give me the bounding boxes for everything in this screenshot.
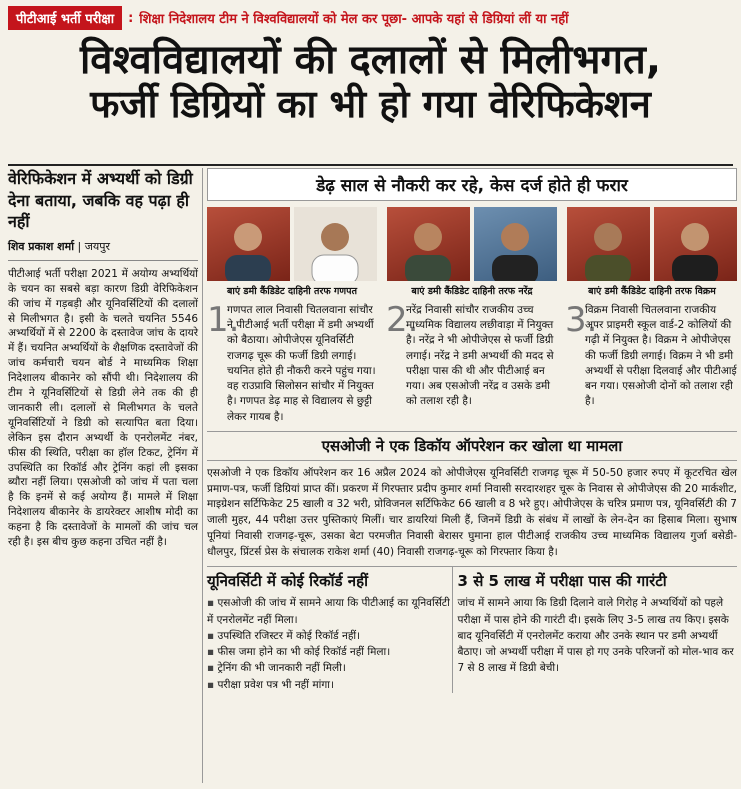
photo-ganpat — [294, 207, 377, 281]
photo-dummy-3 — [567, 207, 650, 281]
dateline-place: | जयपुर — [77, 239, 111, 253]
photo-group-2 — [387, 207, 557, 297]
photo-caption-1: बाएं डमी कैंडिडेट दाहिनी तरफ गणपत — [226, 286, 357, 297]
list-item: ▪ एसओजी की जांच में सामने आया कि पीटीआई का यूनिवर्सिटी में एनरोलमेंट नहीं मिला। — [207, 595, 452, 628]
decoy-body: एसओजी ने एक डिकॉय ऑपरेशन कर 16 अप्रैल 2024 को ओपीजेएस यूनिवर्सिटी राजगढ़ चूरू में 50-50 हजार रुपए में कूटरचित खेल प्रमाण-पत्र, फर्जी डिग्रियां प्राप्त कीं। प्रकरण में गिरफ्तार प्रदीप कुमार शर्मा निवासी सरदारशहर चूरू के निवास से ओपीजेएस की 20 मार्कशीट, माइग्रेशन सर्टिफिकेट 25 खाली व 32 भरी, प्रोविजनल सर्टिफिकेट 66 खाली व 8 भरे हुए। ओपीजेएस के चरित्र प्रमाण पत्र, यूनिवर्सिटी की 7 जाली मुहर, 44 परीक्षा उत्तर पुस्तिकाएं मिलीं। चार डायरियां मिली हैं, जिनमें डिग्री के संबंध में लाखों के लेन-देन का हिसाब मिला। सुभाष पूनियां निवासी राजगढ़-चूरू, उसका बेटा परमजीत निवासी बेरासर घुमाना हाल पीटीआई राजकीय उच्च माध्यमिक विद्यालय गुर्जा बसेडी-धौलपुर, प्रिंटर्स प्रेस के संचालक राकेश शर्मा (40) निवासी राजगढ़-चूरू को गिरफ्तार किया है। — [207, 466, 737, 558]
story-text: नरेंद्र निवासी सांचौर राजकीय उच्च माध्यमिक विद्यालय लछीवाड़ा में नियुक्त है। नरेंद्र ने भी ओपीजेएस से फर्जी डिग्री लगाई। नरेंद्र ने डमी अभ्यर्थी की मदद से परीक्षा पास की थी और पीटीआई बन गया। अब एसओजी नरेंद्र व उसके डमी को तलाश रही है। — [406, 304, 554, 408]
headline-divider — [8, 164, 733, 166]
story-2 — [386, 300, 558, 425]
guarantee-body: जांच में सामने आया कि डिग्री दिलाने वाले गिरोह ने अभ्यर्थियों को पहले परीक्षा में पास होने की गारंटी दी। इसके लिए 3-5 लाख तय किए। इसके बाद यूनिवर्सिटी में एनरोलमेंट कराया और उनके स्थान पर डमी अभ्यर्थी बैठाए। जो अभ्यर्थी परीक्षा में पास हो गए उनके परिजनों को मोल-भाव कर 7 से 8 लाख में डिग्री बेची। — [457, 597, 734, 675]
person-icon — [654, 207, 737, 281]
no-record-title: यूनिवर्सिटी में कोई रिकॉर्ड नहीं — [207, 572, 368, 591]
story-text: विक्रम निवासी चितलवाना राजकीय अपर प्राइमरी स्कूल वार्ड-2 कोलियों की गढ़ी में नियुक्त है। विक्रम ने ओपीजेएस की फर्जी डिग्री लगाई। विक्रम ने भी डमी अभ्यर्थी से परीक्षा दिलवाई और पीटीआई बन गया। एसओजी दोनों को तलाश रही है। — [585, 304, 737, 408]
top-line: शिक्षा निदेशालय टीम ने विश्वविद्यालयों को मेल कर पूछा- आपके यहां से डिग्रियां लीं या नहीं — [139, 12, 569, 27]
person-icon — [387, 207, 470, 281]
list-item: ▪ ट्रेनिंग की भी जानकारी नहीं मिली। — [207, 660, 452, 676]
column-rule — [202, 168, 203, 783]
story-1 — [207, 300, 379, 425]
photo-caption-3: बाएं डमी कैंडिडेट दाहिनी तरफ विक्रम — [588, 286, 716, 297]
byline — [8, 239, 198, 261]
photo-group-1 — [207, 207, 377, 297]
left-body-text: पीटीआई भर्ती परीक्षा 2021 में अयोग्य अभ्यर्थियों के चयन का सबसे बड़ा कारण डिग्री वेरिफिकेशन की जांच में गड़बड़ी और यूनिवर्सिटियों की दलालों से मिलीभगत है। इसी के चलते चयनित 5546 अभ्यर्थियों में से 2200 के दस्तावेज जांच के दायरे में हैं। चयनित अभ्यर्थियों के शैक्षणिक दस्तावेजों की जांच कर्मचारी चयन बोर्ड ने माध्यमिक शिक्षा निदेशालय बीकानेर को सौंपी थी। निदेशालय की टीम ने यूनिवर्सिटियों से डिग्री लेने तक की ही जानकारी ली। दलालों से मिलीभगत के चलते यूनिवर्सिटियों ने डिग्री को सत्यापित बता दिया। लेकिन इस दौरान अभ्यर्थी के एनरोलमेंट नंबर, फीस की स्थिति, परीक्षा का हॉल टिकट, ट्रेनिंग में उपस्थिति का रिकॉर्ड और ट्रेनिंग कहां ली इसका ब्यौरा नहीं लिया। एसओजी को जांच में पता चला है कि इनमें से कई अयोग्य हैं। मामले में शिक्षा निदेशालय बीकानेर के डायरेक्टर आशीष मोदी का कहना है कि दस्तावेजों के मामलों की जांच चल रही है। इस बीच कुछ कहना उचित नहीं है। — [8, 267, 198, 549]
deck-text: वेरिफिकेशन में अभ्यर्थी को डिग्री देना बताया, जबकि वह पढ़ा ही नहीं — [8, 169, 193, 232]
no-record-box — [207, 567, 452, 693]
story-number: 1. — [207, 300, 240, 340]
story-number: 2. — [386, 300, 419, 340]
case-stories — [207, 300, 737, 425]
main-headline — [0, 38, 741, 125]
person-icon — [207, 207, 290, 281]
story-text: गणपत लाल निवासी चितलवाना सांचौर ने पीटीआई भर्ती परीक्षा में डमी अभ्यर्थी को बैठाया। ओपीजेएस यूनिवर्सिटी राजगढ़ चूरू की फर्जी डिग्री लगाई। चयनित होते ही नौकरी करने पहुंच गया। वह राउप्रावि सिलोसन सांचौर में नियुक्त है। गणपत डेढ़ माह से विद्यालय से छुट्टी लेकर गायब है। — [227, 304, 376, 423]
list-item: ▪ परीक्षा प्रवेश पत्र भी नहीं मांगा। — [207, 677, 452, 693]
photo-group-3 — [567, 207, 737, 297]
person-icon — [567, 207, 650, 281]
author-name: शिव प्रकाश शर्मा — [8, 239, 75, 253]
story-3 — [565, 300, 737, 425]
top-banner — [0, 0, 741, 36]
lower-boxes — [207, 566, 737, 693]
left-column — [8, 168, 198, 783]
person-icon — [474, 207, 557, 281]
headline-line-2: फर्जी डिग्रियों का भी हो गया वेरिफिकेशन — [90, 81, 651, 126]
photo-dummy-1 — [207, 207, 290, 281]
subhead: डेढ़ साल से नौकरी कर रहे, केस दर्ज होते ही फरार — [207, 168, 737, 201]
photo-narendra — [474, 207, 557, 281]
photo-strip — [207, 207, 737, 297]
no-record-list — [207, 595, 452, 693]
headline-line-1: विश्वविद्यालयों की दलालों से मिलीभगत, — [79, 37, 662, 83]
guarantee-title: 3 से 5 लाख में परीक्षा पास की गारंटी — [457, 572, 667, 591]
photo-caption-2: बाएं डमी कैंडिडेट दाहिनी तरफ नरेंद्र — [411, 286, 533, 297]
person-icon — [294, 207, 377, 281]
story-number: 3. — [565, 300, 598, 340]
decoy-title: एसओजी ने एक डिकॉय ऑपरेशन कर खोला था मामला — [207, 431, 737, 461]
photo-vikram — [654, 207, 737, 281]
list-item: ▪ फीस जमा होने का भी कोई रिकॉर्ड नहीं मिला। — [207, 644, 452, 660]
list-item: ▪ उपस्थिति रजिस्टर में कोई रिकॉर्ड नहीं। — [207, 628, 452, 644]
section-kicker: पीटीआई भर्ती परीक्षा — [8, 6, 122, 30]
right-area — [207, 168, 737, 693]
kicker-separator: : — [128, 10, 134, 26]
photo-dummy-2 — [387, 207, 470, 281]
guarantee-box — [452, 567, 737, 693]
